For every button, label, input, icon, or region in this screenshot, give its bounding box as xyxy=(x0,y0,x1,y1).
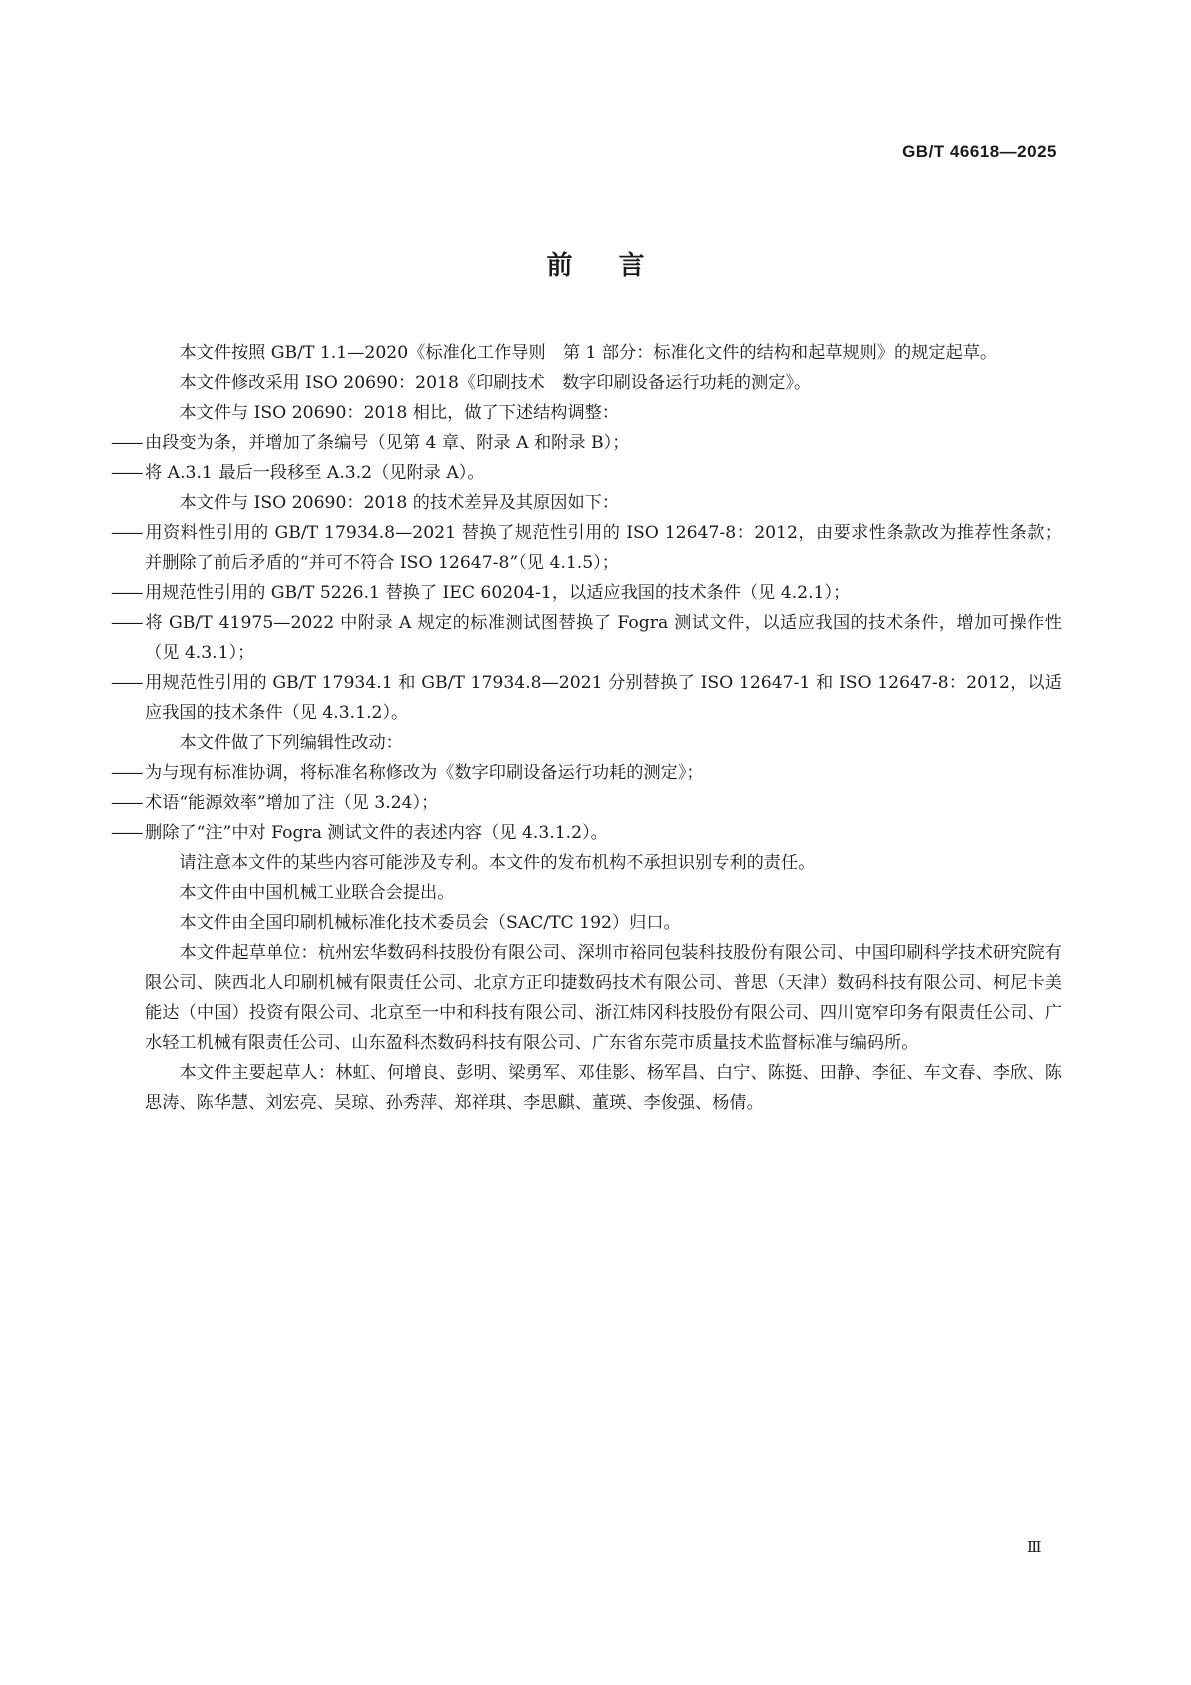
paragraph-drafting-organizations: 本文件起草单位：杭州宏华数码科技股份有限公司、深圳市裕同包装科技股份有限公司、中国印刷科学技术研究院有限公司、陕西北人印刷机械有限责任公司、北京方正印捷数码技术有限公司、普思（天津）数码科技有限公司、柯尼卡美能达（中国）投资有限公司、北京至一中和科技有限公司、浙江炜冈科技股份有限公司、四川宽窄印务有限责任公司、广水轻工机械有限责任公司、山东盈科杰数码科技有限公司、广东省东莞市质量技术监督标准与编码所。 xyxy=(145,943,1062,1053)
editorial-change-item: —— 术语“能源效率”增加了注（见 3.24）； xyxy=(145,788,1062,818)
page-number: Ⅲ xyxy=(1027,1538,1041,1556)
standard-number: GB/T 46618—2025 xyxy=(902,142,1057,161)
editorial-change-item: —— 为与现有标准协调，将标准名称修改为《数字印刷设备运行功耗的测定》； xyxy=(145,758,1062,788)
preface-body xyxy=(111,338,1062,1118)
technical-difference-item: —— 用规范性引用的 GB/T 5226.1 替换了 IEC 60204-1，以适应我国的技术条件（见 4.2.1）； xyxy=(145,578,1062,608)
paragraph-drafters: 本文件主要起草人：林虹、何增良、彭明、梁勇军、邓佳影、杨军昌、白宁、陈挺、田静、李征、车文春、李欣、陈思涛、陈华慧、刘宏亮、吴琼、孙秀萍、郑祥琪、李思麒、董瑛、李俊强、杨倩。 xyxy=(145,1063,1062,1113)
paragraph-technical-committee: 本文件由全国印刷机械标准化技术委员会（SAC/TC 192）归口。 xyxy=(179,913,681,933)
paragraph-proposer: 本文件由中国机械工业联合会提出。 xyxy=(179,883,455,903)
dash-marker: —— xyxy=(111,433,142,453)
dash-marker: —— xyxy=(111,523,142,543)
dash-marker: —— xyxy=(111,793,142,813)
dash-marker: —— xyxy=(111,763,142,783)
paragraph-structure-intro: 本文件与 ISO 20690：2018 相比，做了下述结构调整： xyxy=(179,403,620,423)
dash-marker: —— xyxy=(111,613,142,633)
paragraph-technical-intro: 本文件与 ISO 20690：2018 的技术差异及其原因如下： xyxy=(179,493,620,513)
dash-marker: —— xyxy=(111,673,142,693)
structure-change-item: —— 将 A.3.1 最后一段移至 A.3.2（见附录 A）。 xyxy=(145,458,1062,488)
paragraph-drafting-rules: 本文件按照 GB/T 1.1—2020《标准化工作导则 第 1 部分：标准化文件的结构和起草规则》的规定起草。 xyxy=(179,343,998,363)
technical-difference-item: —— 用资料性引用的 GB/T 17934.8—2021 替换了规范性引用的 ISO 12647-8：2012，由要求性条款改为推荐性条款；并删除了前后矛盾的“并可不符合 ISO 12647-8”（见 4.1.5）； xyxy=(145,518,1062,578)
paragraph-adoption: 本文件修改采用 ISO 20690：2018《印刷技术 数字印刷设备运行功耗的测定》。 xyxy=(179,373,812,393)
editorial-change-item: —— 删除了“注”中对 Fogra 测试文件的表述内容（见 4.3.1.2）。 xyxy=(145,818,1062,848)
dash-marker: —— xyxy=(111,823,142,843)
technical-difference-item: —— 用规范性引用的 GB/T 17934.1 和 GB/T 17934.8—2021 分别替换了 ISO 12647-1 和 ISO 12647-8：2012，以适应我国的技术条件（见 4.3.1.2）。 xyxy=(145,668,1062,728)
paragraph-editorial-intro: 本文件做了下列编辑性改动： xyxy=(179,733,403,753)
dash-marker: —— xyxy=(111,583,142,603)
paragraph-patent-notice: 请注意本文件的某些内容可能涉及专利。本文件的发布机构不承担识别专利的责任。 xyxy=(179,853,816,873)
technical-difference-item: —— 将 GB/T 41975—2022 中附录 A 规定的标准测试图替换了 Fogra 测试文件，以适应我国的技术条件，增加可操作性（见 4.3.1）； xyxy=(145,608,1062,668)
structure-change-item: —— 由段变为条，并增加了条编号（见第 4 章、附录 A 和附录 B）； xyxy=(145,428,1062,458)
dash-marker: —— xyxy=(111,463,142,483)
page-title: 前言 xyxy=(546,251,691,281)
